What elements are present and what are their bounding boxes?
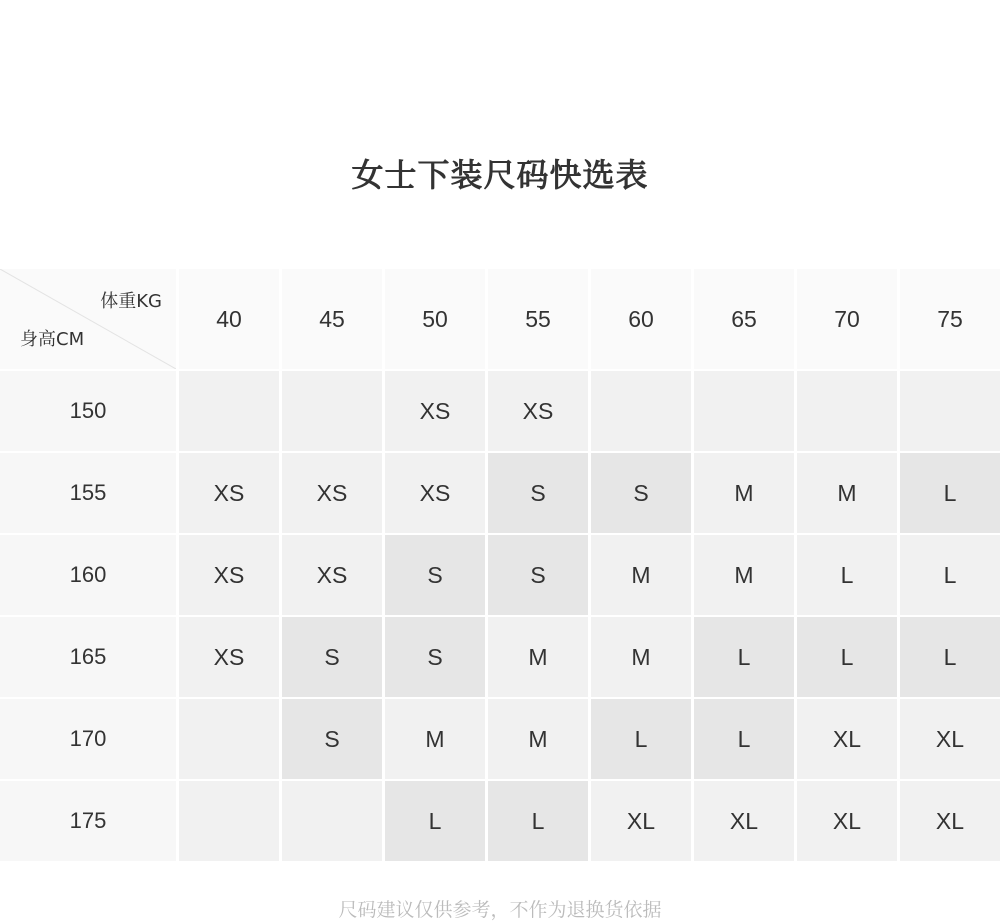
size-cell: XS [385, 453, 485, 533]
size-cell: M [591, 617, 691, 697]
size-cell: L [900, 535, 1000, 615]
size-cell: L [797, 617, 897, 697]
size-cell: XS [488, 371, 588, 451]
height-axis-label: 身高CM [20, 329, 85, 350]
size-cell: S [385, 535, 485, 615]
page-title: 女士下装尺码快选表 [351, 156, 649, 194]
size-cell [900, 371, 1000, 451]
size-cell: L [797, 535, 897, 615]
weight-header-cell: 50 [385, 269, 485, 369]
size-cell: L [385, 781, 485, 861]
height-row-header: 160 [0, 535, 176, 615]
size-cell: L [694, 617, 794, 697]
size-cell: XL [900, 781, 1000, 861]
weight-header-cell: 40 [179, 269, 279, 369]
height-row-header: 150 [0, 371, 176, 451]
size-cell: L [591, 699, 691, 779]
size-cell: M [385, 699, 485, 779]
size-cell: S [488, 453, 588, 533]
size-cell: S [488, 535, 588, 615]
size-cell: S [282, 617, 382, 697]
size-cell: M [797, 453, 897, 533]
size-cell: XL [694, 781, 794, 861]
size-cell: L [694, 699, 794, 779]
height-row-header: 175 [0, 781, 176, 861]
size-cell [797, 371, 897, 451]
weight-header-cell: 60 [591, 269, 691, 369]
weight-header-cell: 75 [900, 269, 1000, 369]
size-cell: M [591, 535, 691, 615]
size-cell [694, 371, 794, 451]
size-cell: XS [179, 617, 279, 697]
size-cell: M [488, 617, 588, 697]
size-cell: XL [900, 699, 1000, 779]
size-chart-table [0, 269, 1000, 861]
size-cell: XS [282, 535, 382, 615]
weight-header-cell: 65 [694, 269, 794, 369]
size-cell [282, 371, 382, 451]
height-row-header: 155 [0, 453, 176, 533]
size-cell: M [694, 453, 794, 533]
weight-axis-label: 体重KG [100, 291, 162, 312]
size-cell: S [591, 453, 691, 533]
table-corner-header [0, 269, 176, 369]
size-cell [179, 781, 279, 861]
size-cell: L [900, 453, 1000, 533]
size-cell: M [488, 699, 588, 779]
size-cell: XS [385, 371, 485, 451]
weight-header-cell: 45 [282, 269, 382, 369]
size-cell: XL [591, 781, 691, 861]
size-cell [282, 781, 382, 861]
corner-diagonal-line [0, 269, 176, 369]
footer-note: 尺码建议仅供参考，不作为退换货依据 [338, 899, 662, 921]
weight-header-cell: 70 [797, 269, 897, 369]
size-cell: M [694, 535, 794, 615]
size-cell: L [488, 781, 588, 861]
size-cell: XS [179, 535, 279, 615]
size-cell [179, 699, 279, 779]
size-cell: XL [797, 699, 897, 779]
size-cell: L [900, 617, 1000, 697]
size-cell: XS [179, 453, 279, 533]
size-cell: XS [282, 453, 382, 533]
height-row-header: 170 [0, 699, 176, 779]
weight-header-cell: 55 [488, 269, 588, 369]
size-cell: S [385, 617, 485, 697]
size-cell [179, 371, 279, 451]
size-cell [591, 371, 691, 451]
size-cell: S [282, 699, 382, 779]
height-row-header: 165 [0, 617, 176, 697]
size-cell: XL [797, 781, 897, 861]
